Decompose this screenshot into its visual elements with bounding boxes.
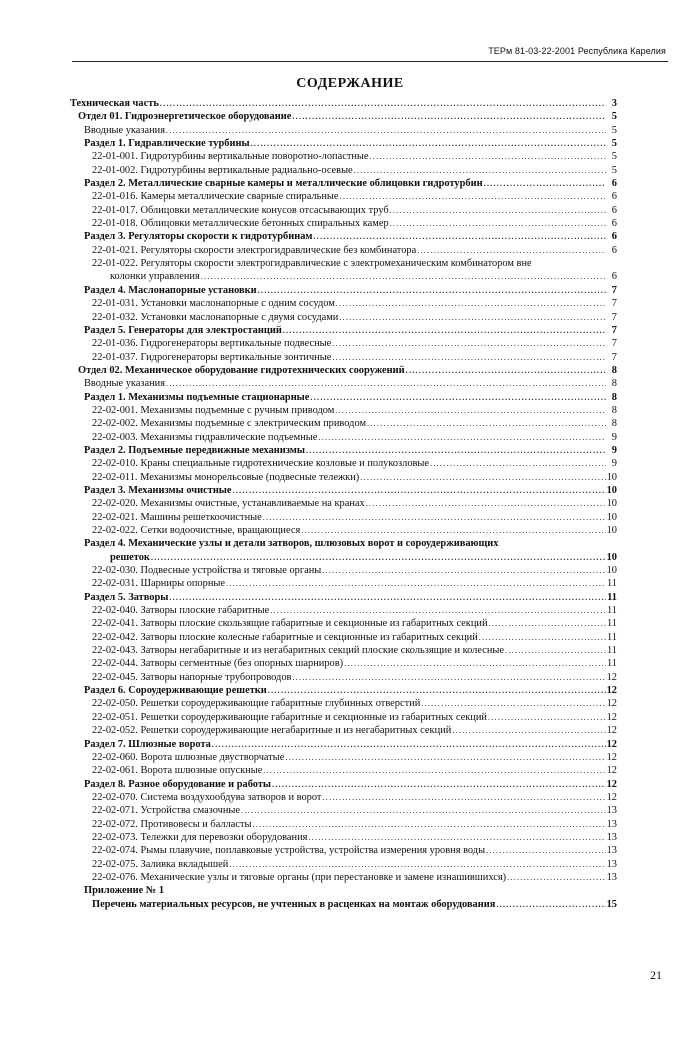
dot-leader: [322, 791, 605, 804]
dot-leader: [306, 444, 606, 457]
toc-entry: [70, 898, 617, 911]
toc-page-number: 9: [611, 444, 617, 456]
dot-leader: [258, 284, 606, 297]
dot-leader: [339, 311, 606, 324]
toc-entry-text: Вводные указания: [84, 378, 166, 390]
toc-entry-text: 22-02-071. Устройства смазочные: [92, 805, 241, 817]
toc-page-number: 9: [611, 458, 617, 470]
toc-entry: [70, 751, 617, 764]
toc-entry-text: 22-02-011. Механизмы монорельсовые (подвесные тележки): [92, 471, 360, 483]
toc-entry-text: Раздел 5. Затворы: [84, 591, 169, 603]
toc-entry: [70, 110, 617, 123]
toc-entry: [70, 844, 617, 857]
header-rule: [72, 61, 668, 62]
toc-entry: [70, 524, 617, 537]
toc-entry: [70, 497, 617, 510]
toc-entry-text: Отдел 01. Гидроэнергетическое оборудование: [78, 111, 292, 123]
toc-page-number: 7: [611, 338, 617, 350]
dot-leader: [292, 671, 605, 684]
toc-entry: [70, 190, 617, 203]
dot-leader: [366, 497, 606, 510]
toc-entry: [70, 404, 617, 417]
toc-entry-text: 22-02-074. Рымы плавучие, поплавковые устройства, устройства измерения уровня воды: [92, 845, 486, 857]
toc-entry-text: 22-02-020. Механизмы очистные, устанавливаемые на кранах: [92, 498, 365, 510]
toc-page-number: 12: [606, 685, 617, 697]
toc-page-number: 12: [606, 698, 617, 710]
toc-entry-text: 22-02-052. Решетки сороудерживающие негабаритные и из негабаритных секций: [92, 725, 452, 737]
toc-page-number: 11: [606, 658, 617, 670]
toc-entry: [70, 230, 617, 243]
dot-leader: [370, 150, 606, 163]
toc-entry-text: 22-01-016. Камеры металлические сварные спиральные: [92, 191, 339, 203]
dot-leader: [367, 417, 606, 430]
dot-leader: [354, 164, 606, 177]
toc-entry-text: 22-02-003. Механизмы гидравлические подъемные: [92, 431, 318, 443]
dot-leader: [390, 217, 606, 230]
toc-page-number: 6: [611, 231, 617, 243]
dot-leader: [486, 844, 606, 857]
toc-entry: [70, 150, 617, 163]
dot-leader: [417, 244, 606, 257]
toc-page-number: 8: [611, 378, 617, 390]
toc-entry-text: Вводные указания: [84, 124, 166, 136]
dot-leader: [166, 377, 606, 390]
toc-entry-text: 22-01-031. Установки маслонапорные с одним сосудом: [92, 298, 335, 310]
toc-page-number: 10: [606, 484, 617, 496]
toc-entry-text: 22-01-036. Гидрогенераторы вертикальные подвесные: [92, 338, 332, 350]
toc-page-number: 13: [606, 871, 617, 883]
dot-leader: [229, 858, 605, 871]
toc-page-number: 6: [611, 191, 617, 203]
dot-leader: [263, 764, 605, 777]
toc-entry-text: 22-01-017. Облицовки металлические конусов отсасывающих труб: [92, 204, 389, 216]
toc-page-number: 6: [611, 204, 617, 216]
toc-entry: [70, 177, 617, 190]
toc-entry: [70, 164, 617, 177]
toc-page-number: 11: [607, 591, 617, 603]
toc-page-number: 13: [606, 858, 617, 870]
toc-entry: [70, 577, 617, 590]
toc-entry-continuation-text: решеток: [110, 551, 150, 563]
toc-entry-text: 22-02-021. Машины решеткоочистные: [92, 511, 262, 523]
toc-page-number: 11: [606, 605, 617, 617]
dot-leader: [310, 391, 606, 404]
toc-page-number: 13: [606, 831, 617, 843]
toc-entry-text: 22-02-076. Механические узлы и тяговые органы (при перестановке и замене изнашившихся): [92, 871, 507, 883]
toc-page-number: 6: [611, 244, 617, 256]
toc-entry: [70, 657, 617, 670]
toc-entry-text: Раздел 6. Сороудерживающие решетки: [84, 685, 267, 697]
toc-page-number: 8: [611, 391, 617, 403]
toc-page-number: 12: [606, 751, 617, 763]
table-of-contents: [70, 97, 617, 911]
toc-entry: [70, 778, 617, 791]
toc-entry-text: 22-02-050. Решетки сороудерживающие габаритные глубинных отверстий: [92, 698, 421, 710]
toc-page-number: 7: [611, 324, 617, 336]
toc-entry: [70, 697, 617, 710]
toc-page-number: 5: [611, 164, 617, 176]
toc-page-number: 12: [606, 778, 617, 790]
toc-entry: [70, 631, 617, 644]
toc-entry-text: 22-01-037. Гидрогенераторы вертикальные зонтичные: [92, 351, 332, 363]
toc-entry-text: 22-02-070. Система воздухообдува затворов и ворот: [92, 791, 322, 803]
dot-leader: [292, 110, 606, 123]
dot-leader: [268, 684, 606, 697]
toc-entry-text: 22-02-010. Краны специальные гидротехнические козловые и полукозловые: [92, 458, 430, 470]
toc-entry-text: Раздел 3. Регуляторы скорости к гидротурбинам: [84, 231, 313, 243]
toc-entry: [70, 591, 617, 604]
toc-entry: [70, 804, 617, 817]
toc-entry: [70, 604, 617, 617]
dot-leader: [332, 351, 606, 364]
toc-entry-continuation: [70, 270, 617, 283]
toc-entry-text: 22-01-018. Облицовки металлические бетонных спиральных камер: [92, 218, 389, 230]
toc-entry-text: 22-02-043. Затворы негабаритные и из негабаритных секций плоские скользящие и колесные: [92, 645, 505, 657]
toc-entry: [70, 617, 617, 630]
dot-leader: [340, 190, 606, 203]
toc-page-number: 11: [606, 578, 617, 590]
toc-entry: [70, 764, 617, 777]
toc-entry-text: Перечень материальных ресурсов, не учтенных в расценках на монтаж оборудования: [92, 898, 496, 910]
toc-entry-text: 22-02-042. Затворы плоские колесные габаритные и секционные из габаритных секций: [92, 631, 478, 643]
toc-entry-text: 22-02-075. Заливка вкладышей: [92, 858, 229, 870]
toc-page-number: 10: [606, 511, 617, 523]
toc-entry: [70, 431, 617, 444]
toc-entry-text: Раздел 2. Металлические сварные камеры и металлические облицовки гидротурбин: [84, 178, 483, 190]
toc-page-number: 5: [611, 151, 617, 163]
toc-entry: [70, 204, 617, 217]
dot-leader: [332, 337, 606, 350]
dot-leader: [301, 524, 605, 537]
dot-leader: [169, 591, 606, 604]
toc-entry-text: 22-02-040. Затворы плоские габаритные: [92, 605, 270, 617]
toc-entry: [70, 244, 617, 257]
toc-entry: [70, 444, 617, 457]
toc-page-number: 5: [611, 124, 617, 136]
toc-page-number: 13: [606, 805, 617, 817]
toc-entry: [70, 884, 617, 897]
dot-leader: [336, 297, 606, 310]
toc-entry: [70, 391, 617, 404]
page-title: СОДЕРЖАНИЕ: [296, 76, 404, 91]
toc-entry: [70, 284, 617, 297]
dot-leader: [251, 137, 606, 150]
toc-entry-text: 22-02-002. Механизмы подъемные с электрическим приводом: [92, 418, 367, 430]
toc-entry-text: Раздел 4. Механические узлы и детали затворов, шлюзовых ворот и сороудерживающих: [84, 538, 499, 550]
dot-leader: [344, 657, 606, 670]
toc-page-number: 7: [611, 311, 617, 323]
toc-page-number: 6: [611, 178, 617, 190]
dot-leader: [241, 804, 606, 817]
toc-page-number: 11: [606, 645, 617, 657]
toc-entry-continuation-text: колонки управления: [110, 271, 200, 283]
toc-entry: [70, 337, 617, 350]
toc-entry: [70, 124, 617, 137]
toc-page-number: 12: [606, 725, 617, 737]
dot-leader: [270, 604, 606, 617]
toc-entry: [70, 671, 617, 684]
toc-entry: [70, 311, 617, 324]
toc-entry: [70, 217, 617, 230]
dot-leader: [314, 230, 607, 243]
dot-leader: [496, 898, 605, 911]
toc-entry-text: Раздел 4. Маслонапорные установки: [84, 284, 257, 296]
toc-entry: [70, 364, 617, 377]
toc-entry-text: Отдел 02. Механическое оборудование гидротехнических сооружений: [78, 364, 405, 376]
toc-page-number: 10: [606, 498, 617, 510]
toc-entry-text: Раздел 1. Механизмы подъемные стационарные: [84, 391, 310, 403]
dot-leader: [226, 577, 606, 590]
toc-page-number: 13: [606, 845, 617, 857]
toc-page-number: 12: [606, 765, 617, 777]
dot-leader: [263, 511, 606, 524]
toc-entry: [70, 871, 617, 884]
toc-page-number: 10: [606, 551, 617, 563]
toc-entry: [70, 791, 617, 804]
toc-entry-text: 22-02-060. Ворота шлюзные двустворчатые: [92, 751, 285, 763]
toc-page-number: 7: [611, 284, 617, 296]
toc-entry: [70, 257, 617, 270]
toc-entry-text: 22-02-041. Затворы плоские скользящие габаритные и секционные из габаритных секций: [92, 618, 488, 630]
dot-leader: [308, 831, 605, 844]
toc-page-number: 5: [611, 111, 617, 123]
toc-page-number: 12: [606, 738, 617, 750]
toc-entry: [70, 684, 617, 697]
toc-entry-text: 22-01-021. Регуляторы скорости электрогидравлические без комбинатора: [92, 244, 417, 256]
toc-page-number: 13: [606, 818, 617, 830]
dot-leader: [272, 778, 606, 791]
dot-leader: [160, 97, 606, 110]
toc-entry: [70, 297, 617, 310]
toc-entry: [70, 324, 617, 337]
dot-leader: [489, 617, 606, 630]
dot-leader: [421, 697, 605, 710]
dot-leader: [283, 324, 606, 337]
dot-leader: [253, 818, 606, 831]
toc-entry: [70, 351, 617, 364]
toc-page-number: 6: [611, 218, 617, 230]
dot-leader: [151, 551, 606, 564]
toc-entry: [70, 537, 617, 550]
toc-entry-text: Раздел 7. Шлюзные ворота: [84, 738, 211, 750]
toc-entry-text: 22-02-031. Шарниры опорные: [92, 578, 225, 590]
toc-page-number: 12: [606, 671, 617, 683]
dot-leader: [452, 724, 605, 737]
toc-entry-text: 22-01-002. Гидротурбины вертикальные радиально-осевые: [92, 164, 353, 176]
toc-entry: [70, 417, 617, 430]
toc-entry: [70, 137, 617, 150]
toc-entry-text: 22-02-030. Подвесные устройства и тяговые органы: [92, 565, 322, 577]
toc-entry-text: Раздел 3. Механизмы очистные: [84, 484, 232, 496]
dot-leader: [233, 484, 606, 497]
toc-entry-text: Раздел 8. Разное оборудование и работы: [84, 778, 272, 790]
toc-entry-text: Раздел 1. Гидравлические турбины: [84, 138, 250, 150]
toc-page-number: 3: [611, 98, 617, 109]
toc-entry: [70, 711, 617, 724]
toc-entry: [70, 377, 617, 390]
toc-entry: [70, 97, 617, 110]
toc-entry-text: 22-02-051. Решетки сороудерживающие габаритные и секционные из габаритных секций: [92, 711, 487, 723]
toc-page-number: 11: [606, 631, 617, 643]
toc-page-number: 9: [611, 431, 617, 443]
dot-leader: [335, 404, 606, 417]
dot-leader: [488, 711, 606, 724]
dot-leader: [505, 644, 606, 657]
toc-entry: [70, 831, 617, 844]
toc-page-number: 12: [606, 711, 617, 723]
dot-leader: [406, 364, 606, 377]
toc-entry: [70, 484, 617, 497]
toc-entry-text: 22-02-073. Тележки для перевозки оборудования: [92, 831, 308, 843]
toc-entry: [70, 644, 617, 657]
toc-page-number: 10: [606, 471, 617, 483]
toc-page-number: 15: [606, 898, 617, 910]
toc-entry-text: Раздел 2. Подъемные передвижные механизмы: [84, 444, 305, 456]
dot-leader: [430, 457, 606, 470]
toc-entry-text: 22-01-001. Гидротурбины вертикальные поворотно-лопастные: [92, 151, 369, 163]
toc-entry-text: 22-01-022. Регуляторы скорости электрогидравлические с электромеханическим комбинатором вне: [92, 258, 532, 270]
toc-entry: [70, 818, 617, 831]
page-number: 21: [650, 968, 662, 982]
toc-page-number: 11: [606, 618, 617, 630]
dot-leader: [360, 471, 605, 484]
dot-leader: [479, 631, 606, 644]
toc-page-number: 10: [606, 565, 617, 577]
toc-entry-continuation: [70, 551, 617, 564]
dot-leader: [285, 751, 605, 764]
toc-entry: [70, 471, 617, 484]
toc-page-number: 8: [611, 404, 617, 416]
dot-leader: [507, 871, 606, 884]
toc-page-number: 5: [611, 138, 617, 150]
toc-entry-text: 22-02-022. Сетки водоочистные, вращающиеся: [92, 525, 301, 536]
running-header: ТЕРм 81-03-22-2001 Республика Карелия: [488, 46, 666, 56]
dot-leader: [318, 431, 606, 444]
toc-page-number: 8: [611, 364, 617, 376]
toc-entry-text: Техническая часть: [70, 98, 159, 109]
toc-entry-text: 22-01-032. Установки маслонапорные с двумя сосудами: [92, 311, 339, 323]
toc-entry-text: Приложение № 1: [84, 885, 165, 897]
dot-leader: [212, 738, 606, 751]
toc-entry-text: 22-02-001. Механизмы подъемные с ручным приводом: [92, 404, 335, 416]
toc-entry: [70, 564, 617, 577]
toc-entry-text: 22-02-072. Противовесы и балласты: [92, 818, 252, 830]
toc-entry-text: 22-02-045. Затворы напорные трубопроводов: [92, 671, 292, 683]
toc-page-number: 10: [606, 525, 617, 536]
toc-entry: [70, 724, 617, 737]
dot-leader: [166, 124, 606, 137]
toc-page-number: 7: [611, 298, 617, 310]
toc-entry-text: Раздел 5. Генераторы для электростанций: [84, 324, 282, 336]
toc-page-number: 8: [611, 418, 617, 430]
toc-page-number: 6: [611, 271, 617, 283]
toc-page-number: 12: [606, 791, 617, 803]
dot-leader: [322, 564, 605, 577]
dot-leader: [201, 270, 606, 283]
toc-entry: [70, 858, 617, 871]
dot-leader: [484, 177, 606, 190]
toc-entry-text: 22-02-044. Затворы сегментные (без опорных шарниров): [92, 658, 344, 670]
toc-page-number: 7: [611, 351, 617, 363]
toc-entry-text: 22-02-061. Ворота шлюзные опускные: [92, 765, 263, 777]
toc-entry: [70, 457, 617, 470]
toc-entry: [70, 738, 617, 751]
toc-entry: [70, 511, 617, 524]
dot-leader: [390, 204, 606, 217]
